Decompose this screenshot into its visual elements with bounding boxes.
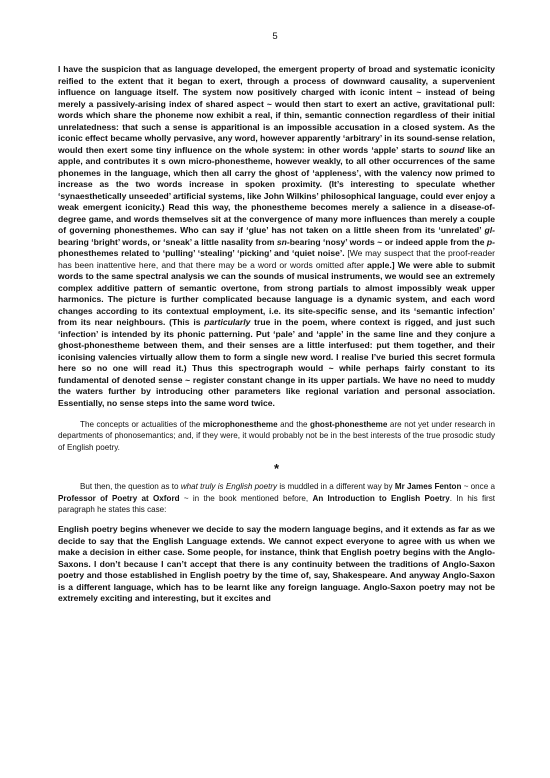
- quote-text: We were able to submit words to the same spectral analysis we can the sounds of musical instruments, we would see an extremely complex additive pattern of semantic overtone, from strong partials to almost impossibly weak upper harmonics. The picture is further complicated because language is a dynamic system, and each word changes according to its contextual employment, i.e. its site-specific sense, and its ‘semantic infection’ from its near neighbours. (This is: [58, 259, 495, 327]
- emphasis-text: what truly is English poetry: [180, 482, 278, 492]
- body-text: ~ once a: [461, 482, 495, 492]
- body-text: . In his first paragraph he states this case:: [58, 493, 495, 515]
- body-text: is muddled in a different way by: [277, 482, 395, 492]
- quote-emphasis: sn-: [276, 236, 290, 247]
- body-text: The concepts or actualities of the: [80, 420, 203, 429]
- quote-text: phonesthemes related to ‘pulling’ ‘stealing’ ‘picking’ and ‘quiet noise’.: [58, 248, 348, 258]
- section-separator: *: [273, 461, 280, 477]
- quote-text: bearing ‘nosy’ words ~ or indeed apple from the: [289, 236, 487, 247]
- body-text: But then, the question as to: [80, 482, 181, 492]
- author-title: Professor of Poetry at Oxford: [58, 493, 180, 503]
- block-quote-iconicity: [58, 64, 495, 409]
- body-paragraph: [58, 419, 495, 453]
- body-paragraph: [58, 481, 495, 515]
- quote-text: I have the suspicion that as language developed, the emergent property of broad and systematic iconicity reified to the extent that it began to exert, through a process of downward causality, a supervenient influence on language itself. The system now positively charged with iconic intent ~ instead of being merely a passively-arising index of shared aspect ~ would then start to exert an active, gravitational pull: words which share the phoneme now exhibit a real, if thin, semantic connection regardless of their initial unrelatedness: that such a sense is apparitional is an impossible accusation in a closed system. As the iconic effect became wholly pervasive, any word, however apparently ‘arbitrary’ in its sound-sense relation, would then exert some tiny influence on the whole system: in other words ‘apple’ starts to: [58, 64, 495, 155]
- quote-text: bearing ‘bright’ words, or ‘sneak’ a little nasality from: [58, 236, 277, 247]
- quote-emphasis: sound: [438, 144, 465, 155]
- quote-emphasis: gl-: [484, 225, 495, 235]
- term-microphonestheme: microphonestheme: [202, 420, 278, 429]
- page-content: [58, 64, 495, 605]
- editorial-note-bold: apple.]: [367, 259, 395, 270]
- block-quote-fenton: English poetry begins whenever we decide to say the modern language begins, and it extends as far as we decide to say that the English Language extends. We cannot expect everyone to agree with us when we make a decision in either case. Some people, for instance, think that English poetry begins with the Anglo-Saxons. I don’t because I can’t accept that there is any continuity between the traditions of Anglo-Saxon poetry and those established in English poetry by the time of, say, Shakespeare. And anyway Anglo-Saxon is a different language, which has to be learnt like any foreign language. Anglo-Saxon poetry may not be extremely exciting and interesting, but it excites and: [58, 524, 495, 604]
- book-title: An Introduction to English Poetry: [312, 493, 450, 503]
- quote-emphasis: particularly: [204, 317, 251, 327]
- quote-text: like an apple, and contributes it s own micro-phonestheme, however weakly, to all other occurrences of the same phonemes in the language, which then all carry the ghost of ‘appleness’, with the valency now primed to increase as the two words increase in spoken proximity. (It’s interesting to speculate whether ‘synaesthetically unseeded’ artificial systems, like John Wilkins’ philosophical language, could ever enjoy a weak emergent iconicity.) Read this way, the phonestheme becomes merely a salience in a disease-of-degree game, and words themselves sit at the convergence of many more influences than merely a couple of governing phonesthemes. Who can say if ‘glue’ has not taken on a little sheen from its ‘unrelated’: [58, 144, 495, 235]
- term-ghost-phonestheme: ghost-phonestheme: [310, 420, 388, 429]
- body-text: and the: [277, 420, 311, 429]
- quote-text: true in the poem, where context is rigged, and just such ‘infection’ is intended by its phonic patterning. Put ‘pale’ and ‘apple’ in the same line and they conjure a ghost-phonestheme between them, and their senses are a little interfused: put them together, and their iconising valencies virtually allow them to form a single new word. I realise I’ve buried this secret formula here so no one will read it.) Thus this spectrograph would ~ while perhaps fairly constant to its fundamental of denoted sense ~ register constant change in its upper partials. We have no need to muddy the waters further by introducing other parameters like regional variation and personal association. Essentially, no sense steps into the same word twice.: [58, 317, 496, 408]
- body-text: are not yet under research in departments of phonosemantics; and, if they were, it would probably not be in the best interests of the true prosodic study of English poetry.: [58, 420, 495, 452]
- body-text: ~ in the book mentioned before,: [179, 493, 313, 503]
- page-number: 5: [272, 31, 278, 42]
- author-name: Mr James Fenton: [394, 482, 462, 492]
- quote-emphasis: p-: [486, 236, 495, 247]
- editorial-note: [We may suspect that the proof-reader has been inattentive here, and that there may be a word or words omitted after: [58, 248, 495, 270]
